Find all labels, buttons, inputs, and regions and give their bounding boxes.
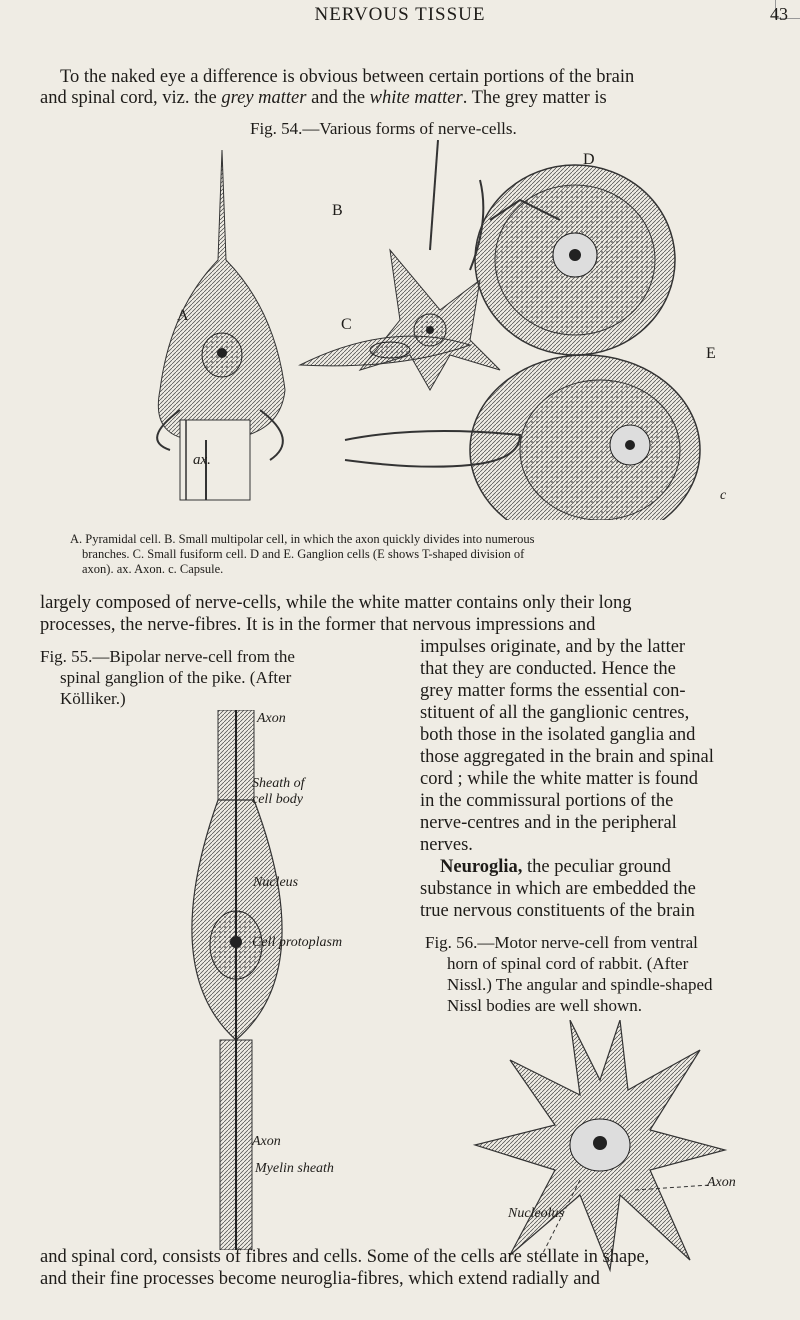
fig55-label-sheath-line-1: Sheath of [252,776,305,791]
fig54-caption: Fig. 54.—Various forms of nerve-cells. [250,119,517,138]
para2-line1-rest: the peculiar ground [522,857,671,877]
fig54-illustration [0,140,800,520]
para1-right-line: stituent of all the ganglionic centres, [420,703,690,723]
para1-right-line: impulses originate, and by the latter [420,637,686,657]
fig55-label-myelin: Myelin sheath [255,1161,334,1176]
fig55-label-axon-top: Axon [257,711,286,726]
fig55-caption-line-3: Kölliker.) [60,689,126,708]
fig55-caption-line-2: spinal ganglion of the pike. (After [60,668,292,687]
para1-right-line: in the commissural portions of the [420,791,674,811]
page-number: 43 [770,4,788,24]
closing-line-1: and spinal cord, consists of fibres and cells. Some of the cells are stellate in shape, [40,1247,650,1267]
para1-right-line: nerve-centres and in the peripheral [420,813,677,833]
fig55-label-sheath [252,776,305,808]
ganglion-cell-d-drawing [475,165,675,355]
para1-line-2: processes, the nerve-fibres. It is in the former that nervous impressions and [40,615,596,635]
intro-line-2 [40,87,770,109]
fig56-caption-line-3: Nissl.) The angular and spindle-shaped [447,975,713,994]
term-grey-matter: grey matter [221,88,307,108]
fig54-label-B: B [332,202,343,219]
para2-rest [420,878,772,922]
para1-right-line: cord ; while the white matter is found [420,769,698,789]
fig55-label-protoplasm: Cell protoplasm [252,935,343,950]
fig55-caption [40,646,390,709]
fig54-legend-line-3: axon). ax. Axon. c. Capsule. [82,562,224,576]
pyramidal-cell-drawing [157,150,285,500]
para1-right-line: nerves. [420,835,473,855]
fig55-label-axon-bottom: Axon [252,1134,281,1149]
para1-right-line: those aggregated in the brain and spinal [420,747,714,767]
fig54-label-capsule: c [720,488,727,503]
fig54-label-axon: ax. [193,452,211,468]
fig54-label-A: A [177,307,189,324]
fig56-caption-line-2: horn of spinal cord of rabbit. (After [447,954,689,973]
para1-line-1: largely composed of nerve-cells, while the white matter contains only their long [40,593,632,613]
fig54-legend-line-1: A. Pyramidal cell. B. Small multipolar cell, in which the axon quickly divides into numerous [70,532,535,546]
intro-text-b: and the [306,88,370,108]
fig56-illustration [470,1020,730,1280]
para1-right-column [420,636,772,856]
fig56-caption-line-1: Fig. 56.—Motor nerve-cell from ventral [425,933,698,952]
para1-right-line: both those in the isolated ganglia and [420,725,696,745]
fig54-label-D: D [583,151,595,168]
para1-right-line: grey matter forms the essential con- [420,681,686,701]
closing-line-2: and their fine processes become neuroglia-fibres, which extend radially and [40,1269,600,1289]
fig54-label-C: C [341,316,352,333]
ganglion-cell-e-drawing [345,355,700,520]
fig56-caption-line-4: Nissl bodies are well shown. [447,996,643,1015]
fig56-label-nucleolus: Nucleolus [508,1206,564,1221]
intro-line-1: To the naked eye a difference is obvious between certain portions of the brain [60,67,635,87]
intro-text-c: . The grey matter is [462,88,607,108]
fig54-legend-line-2: branches. C. Small fusiform cell. D and E. Ganglion cells (E shows T-shaped division of [82,547,525,561]
para2-first-line [440,856,772,878]
fig56-caption [425,932,775,1016]
fig55-caption-line-1: Fig. 55.—Bipolar nerve-cell from the [40,647,295,666]
fig56-label-axon: Axon [707,1175,736,1190]
running-header: NERVOUS TISSUE [314,4,486,25]
para1-right-line: that they are conducted. Hence the [420,659,676,679]
fig54-label-E: E [706,345,716,362]
para2-line: substance in which are embedded the [420,879,696,899]
para2-line: true nervous constituents of the brain [420,901,695,921]
intro-text-a: and spinal cord, viz. the [40,88,222,108]
fig55-label-sheath-line-2: cell body [252,792,303,807]
term-neuroglia: Neuroglia, [440,857,523,877]
fig55-label-nucleus: Nucleus [253,875,299,890]
term-white-matter: white matter [369,88,463,108]
